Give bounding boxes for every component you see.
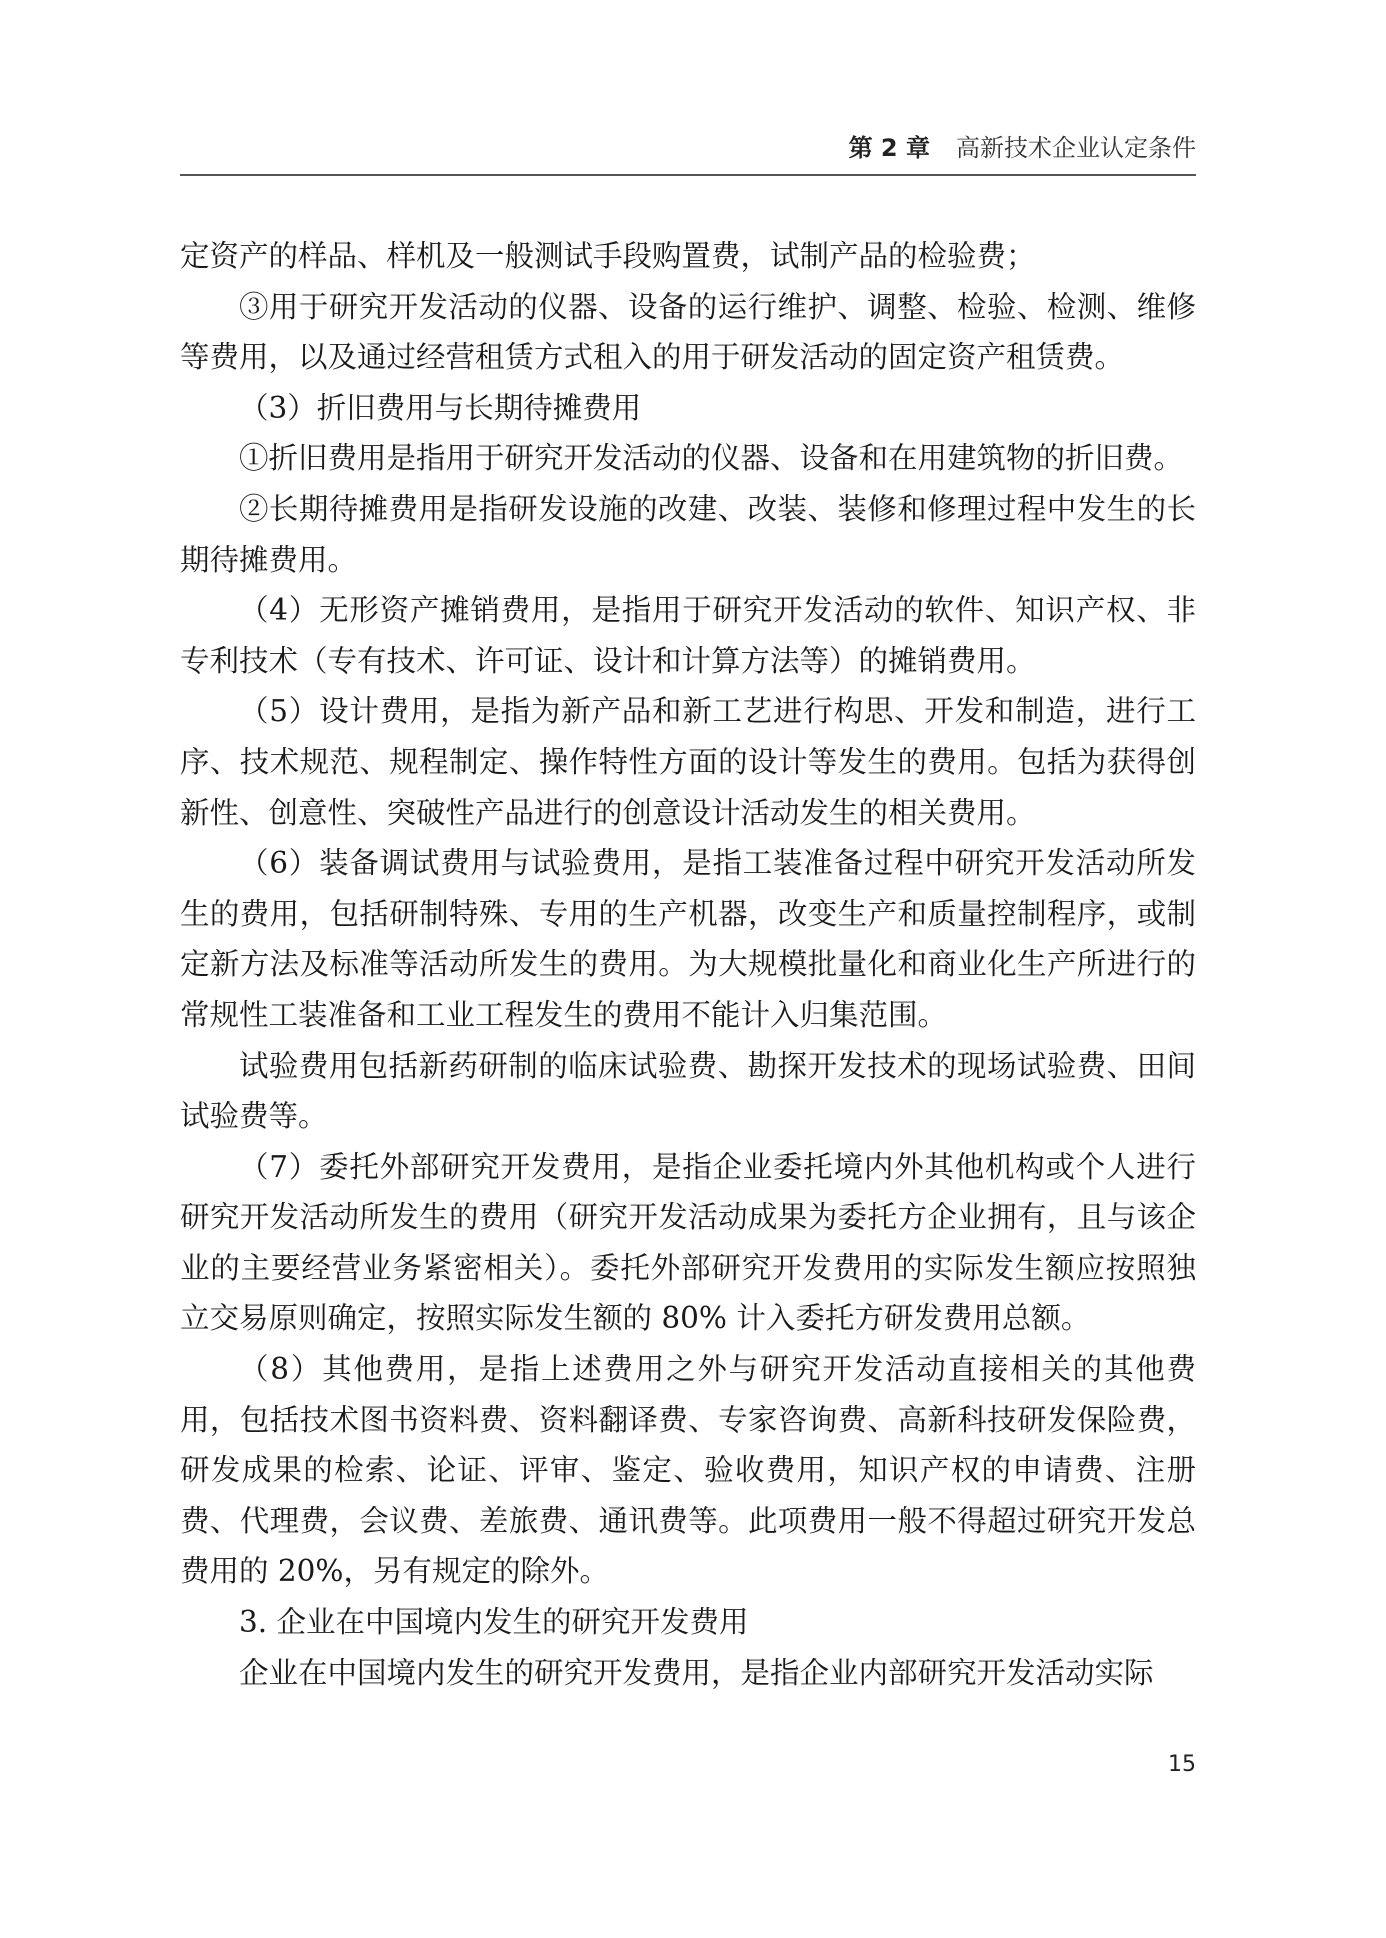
page-body [180, 231, 1196, 1698]
paragraph-other-fees: （8）其他费用，是指上述费用之外与研究开发活动直接相关的其他费用，包括技术图书资料费、资料翻译费、专家咨询费、高新科技研发保险费，研发成果的检索、论证、评审、鉴定、验收费用，知识产权的申请费、注册费、代理费，会议费、差旅费、通讯费等。此项费用一般不得超过研究开发总费用的 20%，另有规定的除外。 [180, 1352, 1196, 1589]
paragraph-outsourced-rd: （7）委托外部研究开发费用，是指企业委托境内外其他机构或个人进行研究开发活动所发生的费用（研究开发活动成果为委托方企业拥有，且与该企业的主要经营业务紧密相关）。委托外部研究开发费用的实际发生额应按照独立交易原则确定，按照实际发生额的 80% 计入委托方研发费用总额。 [180, 1149, 1196, 1336]
chapter-label: 第 2 章 [848, 134, 930, 162]
running-header [180, 128, 1196, 176]
paragraph-continuation: 定资产的样品、样机及一般测试手段购置费，试制产品的检验费； [180, 239, 1036, 273]
paragraph-intangible-assets: （4）无形资产摊销费用，是指用于研究开发活动的软件、知识产权、非专利技术（专有技术、许可证、设计和计算方法等）的摊销费用。 [180, 593, 1196, 678]
paragraph-item-3: ③用于研究开发活动的仪器、设备的运行维护、调整、检验、检测、维修等费用，以及通过经营租赁方式租入的用于研发活动的固定资产租赁费。 [180, 289, 1196, 375]
paragraph-equipment-testing: （6）装备调试费用与试验费用，是指工装准备过程中研究开发活动所发生的费用，包括研制特殊、专用的生产机器，改变生产和质量控制程序，或制定新方法及标准等活动所发生的费用。为大规模批量化和商业化生产所进行的常规性工装准备和工业工程发生的费用不能计入归集范围。 [180, 846, 1196, 1032]
section-heading-depreciation: （3）折旧费用与长期待摊费用 [239, 390, 642, 425]
paragraph-depreciation: ①折旧费用是指用于研究开发活动的仪器、设备和在用建筑物的折旧费。 [239, 441, 1184, 476]
paragraph-domestic-rd: 企业在中国境内发生的研究开发费用，是指企业内部研究开发活动实际 [239, 1655, 1154, 1690]
paragraph-design-fees: （5）设计费用，是指为新产品和新工艺进行构思、开发和制造，进行工序、技术规范、规程制定、操作特性方面的设计等发生的费用。包括为获得创新性、创意性、突破性产品进行的创意设计活动发生的相关费用。 [180, 694, 1196, 830]
section-heading-domestic-rd: 3. 企业在中国境内发生的研究开发费用 [239, 1605, 749, 1640]
page-number: 15 [1168, 1752, 1196, 1777]
chapter-title: 高新技术企业认定条件 [956, 134, 1196, 162]
paragraph-amortization: ②长期待摊费用是指研发设施的改建、改装、装修和修理过程中发生的长期待摊费用。 [180, 491, 1196, 577]
paragraph-trial-fees: 试验费用包括新药研制的临床试验费、勘探开发技术的现场试验费、田间试验费等。 [180, 1048, 1196, 1134]
